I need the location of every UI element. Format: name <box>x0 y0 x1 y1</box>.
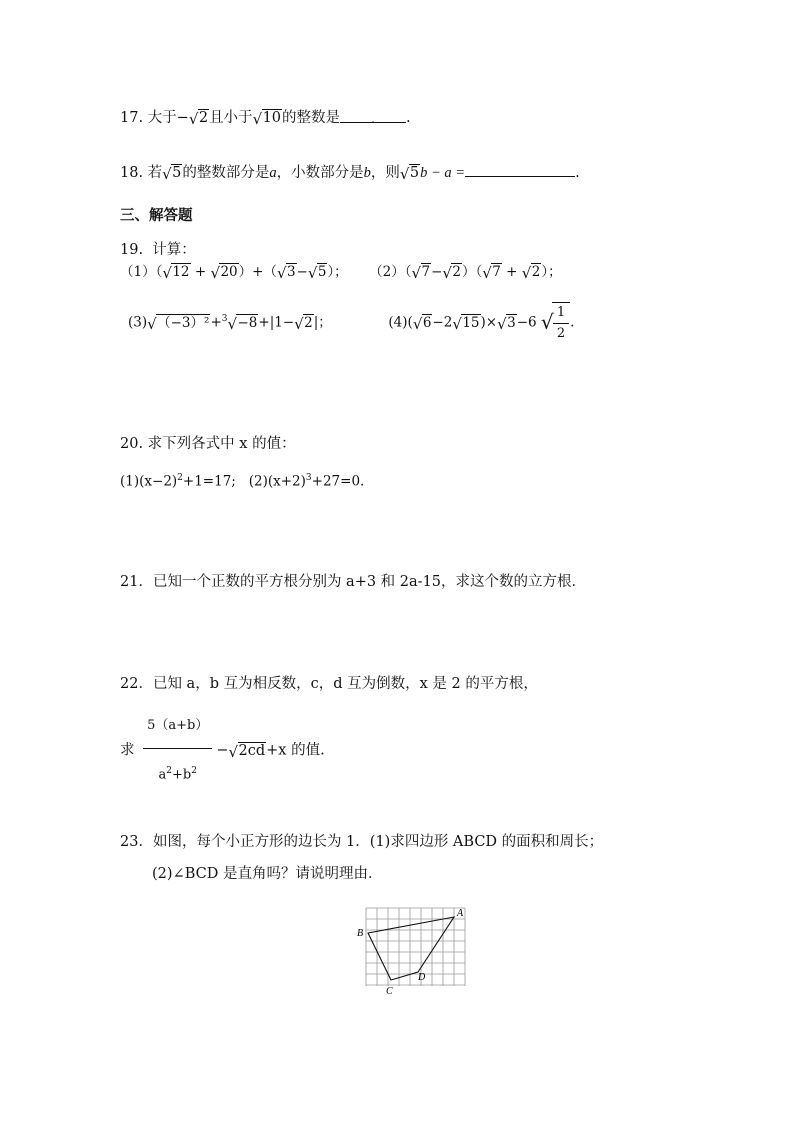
question-19-title: 19. 计算： <box>120 242 196 258</box>
sqrt-5: √ 5 <box>162 165 182 183</box>
question-20-title: 20. 求下列各式中 x 的值： <box>120 436 296 452</box>
label-a: A <box>457 908 464 919</box>
quadrilateral-abcd <box>368 917 454 980</box>
label-d: D <box>418 972 426 983</box>
sqrt-2: √ 2 <box>188 110 209 128</box>
question-22-line1: 22．已知 a，b 互为相反数，c，d 互为倒数，x 是 2 的平方根， <box>120 676 538 692</box>
question-22-expression: 求 $\frac{5(a+b)}{a^2+b^2}$ − √ 2cd+x 的值. <box>120 704 325 797</box>
sqrt-10: √ 10 <box>252 110 282 128</box>
answer-blank: . <box>340 108 406 123</box>
question-21: 21．已知一个正数的平方根分别为 a+3 和 2a-15，求这个数的立方根． <box>120 574 587 590</box>
label-b: B <box>357 928 364 939</box>
section-heading: 三、解答题 <box>120 208 193 224</box>
question-19-parts-3-4: (3) √ （−3）²+$^3$ √ −8+|1− √ 2|； (4)( √ 6−2 √ 15)× √ 3−6 √ $\frac{1}{2}$ . <box>128 302 574 344</box>
question-19-parts-1-2: （1）（ √ 12 + √ 20）+（ √ 3− √ 5）； （2）（ √ 7− √ 2）（ √ 7 + √ 2）； <box>120 264 562 282</box>
sqrt-5-b: √ 5 <box>399 165 420 183</box>
quadrilateral-grid-figure <box>352 900 492 1000</box>
question-23-line1: 23．如图，每个小正方形的边长为 1．(1)求四边形 ABCD 的面积和周长； <box>120 834 604 850</box>
grid <box>366 908 465 986</box>
answer-blank <box>465 162 575 177</box>
question-23-line2: (2)∠BCD 是直角吗？请说明理由． <box>152 866 383 882</box>
label-c: C <box>386 986 393 997</box>
question-20-parts: $(1)(x-2)^2+1=17$; $(2)(x+2)^3+27=0$. <box>120 473 365 490</box>
fraction: $\frac{5(a+b)}{a^2+b^2}$ <box>143 704 212 797</box>
question-18: 18. 若 √ 5的整数部分是a，小数部分是b，则 √ 5b − a = . <box>120 162 580 183</box>
question-17: 17. 大于− √ 2且小于 √ 10的整数是 . . <box>120 110 411 128</box>
